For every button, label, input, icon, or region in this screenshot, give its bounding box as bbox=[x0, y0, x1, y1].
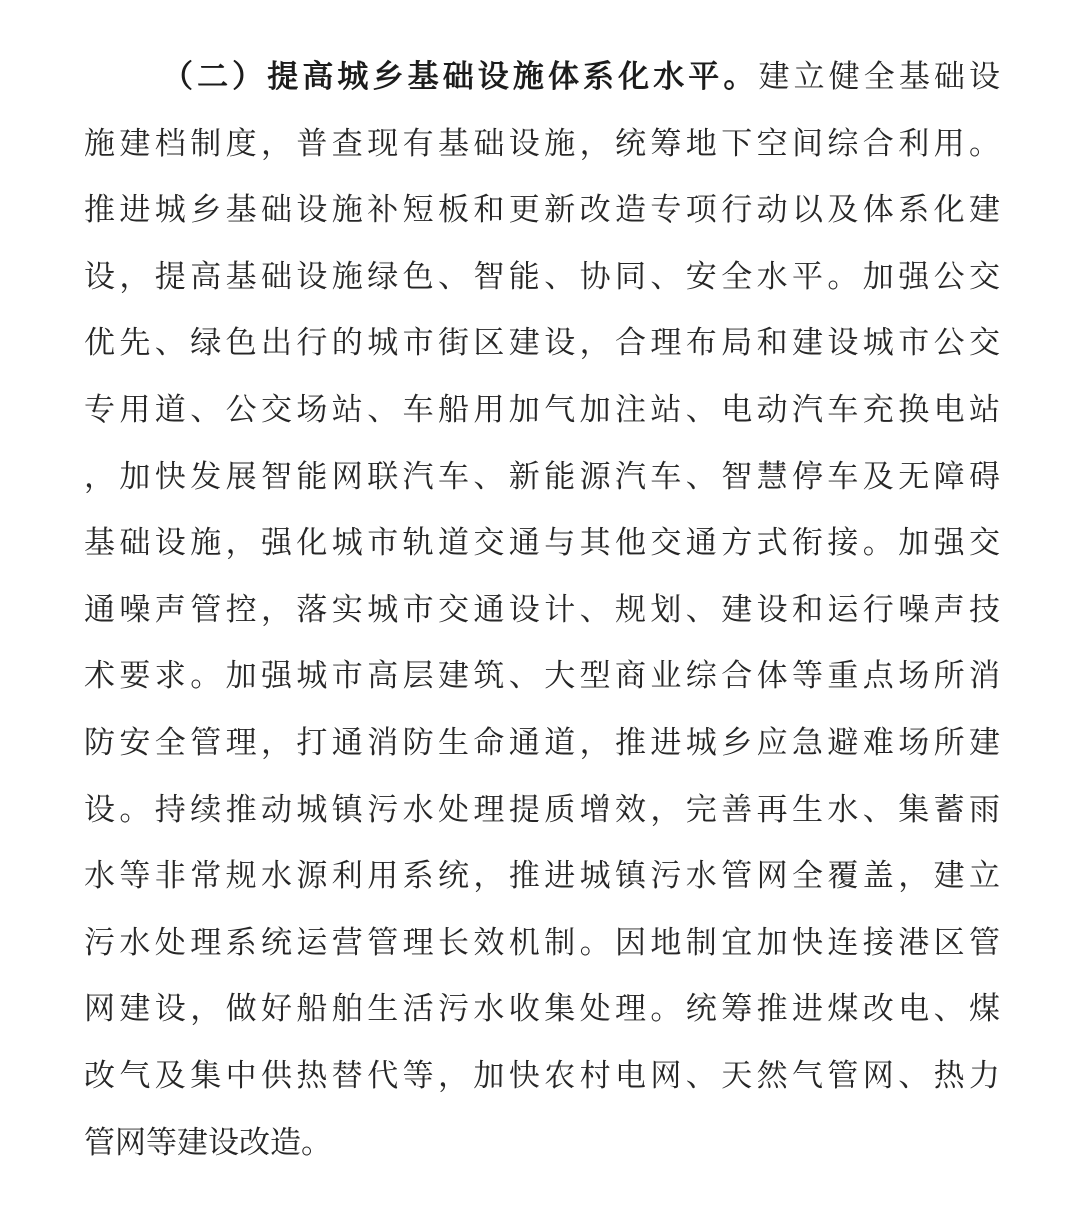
paragraph-line-7: ，加快发展智能网联汽车、新能源汽车、智慧停车及无障碍 bbox=[84, 458, 1000, 495]
paragraph-line-5: 优先、绿色出行的城市街区建设，合理布局和建设城市公交 bbox=[84, 325, 1000, 362]
paragraph-line-16: 改气及集中供热替代等，加快农村电网、天然气管网、热力 bbox=[84, 1057, 1000, 1094]
paragraph-line-1 bbox=[84, 44, 1000, 111]
line-text: 建立健全基础设 bbox=[758, 59, 1001, 95]
section-heading: （二）提高城乡基础设施体系化水平。 bbox=[162, 59, 759, 95]
paragraph-line-4: 设，提高基础设施绿色、智能、协同、安全水平。加强公交 bbox=[84, 258, 1000, 295]
paragraph-line-3: 推进城乡基础设施补短板和更新改造专项行动以及体系化建 bbox=[84, 192, 1000, 229]
paragraph-line-2: 施建档制度，普查现有基础设施，统筹地下空间综合利用。 bbox=[84, 125, 1000, 162]
article-body bbox=[84, 44, 1000, 1176]
paragraph-line-12: 设。持续推动城镇污水处理提质增效，完善再生水、集蓄雨 bbox=[84, 791, 1000, 828]
paragraph-line-9: 通噪声管控，落实城市交通设计、规划、建设和运行噪声技 bbox=[84, 591, 1000, 628]
paragraph-line-13: 水等非常规水源利用系统，推进城镇污水管网全覆盖，建立 bbox=[84, 858, 1000, 895]
paragraph-line-10: 术要求。加强城市高层建筑、大型商业综合体等重点场所消 bbox=[84, 658, 1000, 695]
paragraph-line-8: 基础设施，强化城市轨道交通与其他交通方式衔接。加强交 bbox=[84, 525, 1000, 562]
paragraph-line-17: 管网等建设改造。 bbox=[84, 1124, 332, 1161]
paragraph-line-6: 专用道、公交场站、车船用加气加注站、电动汽车充换电站 bbox=[84, 391, 1000, 428]
paragraph-line-14: 污水处理系统运营管理长效机制。因地制宜加快连接港区管 bbox=[84, 924, 1000, 961]
paragraph-line-15: 网建设，做好船舶生活污水收集处理。统筹推进煤改电、煤 bbox=[84, 991, 1000, 1028]
paragraph-line-11: 防安全管理，打通消防生命通道，推进城乡应急避难场所建 bbox=[84, 724, 1000, 761]
